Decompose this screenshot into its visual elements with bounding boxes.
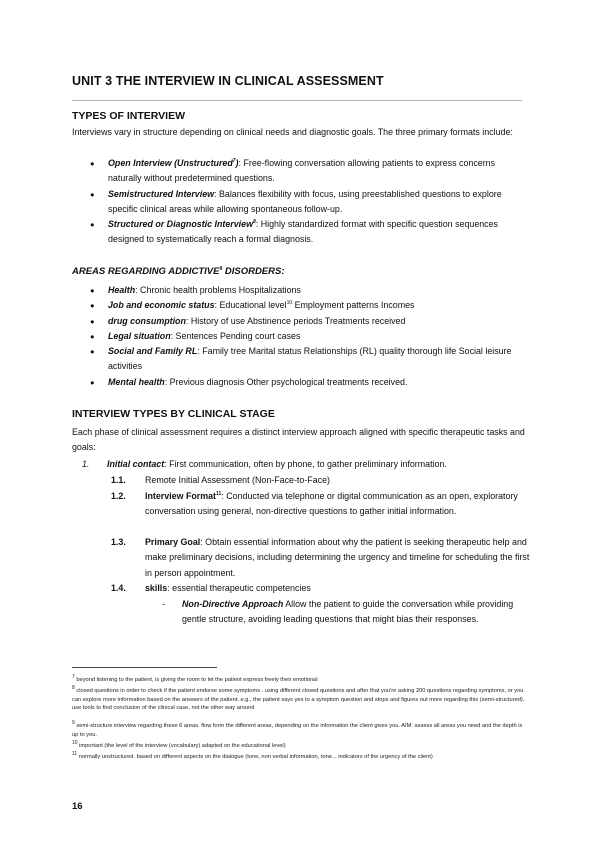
areas-heading: AREAS REGARDING ADDICTIVE$^9$ DISORDERS: (72, 265, 285, 277)
list-item: ● Legal situation: Sentences Pending court cases (90, 329, 530, 344)
footnote-divider (72, 667, 217, 668)
stages-heading: INTERVIEW TYPES BY CLINICAL STAGE (72, 408, 275, 420)
footnote: 11 normally unstructured. based on different aspects on the dialogue (tone, non verbal information, tone... indicators of the urgency of the client) (72, 751, 433, 760)
list-item: ● Structured or Diagnostic Interview$^8$: Highly standardized format with specific question sequences designed to systematically reach a formal diagnosis. (90, 217, 530, 248)
areas-list (90, 283, 530, 390)
list-item: ● Health: Chronic health problems Hospitalizations (90, 283, 530, 298)
list-item: ● drug consumption: History of use Abstinence periods Treatments received (90, 314, 530, 329)
footnote: 8 closed questions in order to check if the patient endorse some symptoms . using different closed questions and after that you're asking 200 questions regarding symptoms, or you can explore more information based on the answers of the patient. e.g., the patient says yes to a symptom question and stops and figures out more regarding this (semi-structured). use tools to find conclusion of the clinical case, not the other way around (72, 685, 525, 712)
footnote: 9 semi-structure interview regarding these 6 areas. flow form the different areas, depending on the information the client gives you. AIM: assess all areas you need and the depth is up to you. (72, 720, 523, 738)
types-heading: TYPES OF INTERVIEW (72, 110, 185, 122)
document-page: UNIT 3 THE INTERVIEW IN CLINICAL ASSESSMENT TYPES OF INTERVIEW Interviews vary in structure depending on clinical needs and diagnostic goals. The three primary formats include: ● Open Interview (Unstructured$^7$): Free-flowing conversation allowing patients to express concerns naturally without predetermined questions. ● Semistructured Interview: Balances flexibility with focus, using preestablished questions to explore specific clinical areas while allowing spontaneous follow-up. ● Structured or Diagnostic Interview$^8$: Highly standardized format with specific question sequences designed to systematically reach a formal diagnosis. AREAS REGARDING ADDICTIVE$^9$ DISORDERS: ● Health: Chronic health problems Hospitalizations ● Job and economic status: Educational level$^{10}$ Employment patterns Incomes ● drug consumption: History of use Abstinence periods Treatments received ● Legal situation: Sentences Pending court cases ● Social and Family RL: Family tree Marital status Relationships (RL) quality thorough life Social leisure activities ● Mental health: Previous diagnosis Other psychological treatments received. INTERVIEW TYPES BY CLINICAL STAGE Each phase of clinical assessment requires a distinct interview approach aligned with specific therapeutic tasks and goals: 1. Initial contact: First communication, often by phone, to gather preliminary information. 1.1. Remote Initial Assessment (Non-Face-to-Face) 1.2. Interview Format$^{11}$: Conducted via telephone or digital communication as an open, exploratory conversation using general, non-directive questions to gather initial information. 1.3. Primary Goal: Obtain essential information about why the patient is seeking therapeutic help and make preliminary decisions, including determining the urgency and timeline for scheduling the first in person appointment. 1.4. skills: essential therapeutic competencies - Non-Directive Approach Allow the patient to guide the conversation while providing gentle structure, avoiding leading questions that might bias their responses. 7 beyond listening to the patient, is giving the room to let the patient express freely their emotional 8 closed questions in order to check if the patient endorse some symptoms . using different closed questions and after that you're asking 200 questions regarding symptoms, or you can explore more information based on the answers of the patient. e.g., the patient says yes to a symptom question and stops and figures out more regarding this (semi-structured). use tools to find conclusion of the clinical case, not the other way around 9 semi-structure interview regarding these 6 areas. flow form the different areas, depending on the information the client gives you. AIM: assess all areas you need and the depth is up to you. 10 important (the level of the interview (vocabulary) adapted on the educational level) 11 normally unstructured. based on different aspects on the dialogue (tone, non verbal information, tone... indicators of the urgency of the client) 16 (0, 0, 600, 848)
list-item: ● Social and Family RL: Family tree Marital status Relationships (RL) quality thorough life Social leisure activities (90, 344, 530, 375)
page-number: 16 (72, 801, 83, 812)
types-intro: Interviews vary in structure depending on clinical needs and diagnostic goals. The three primary formats include: (72, 127, 513, 137)
list-item: ● Mental health: Previous diagnosis Other psychological treatments received. (90, 375, 530, 390)
stages-intro: Each phase of clinical assessment requires a distinct interview approach aligned with specific therapeutic tasks and goals: (72, 427, 525, 453)
title-divider (72, 100, 522, 101)
list-number: 1. (82, 459, 90, 469)
unit-title: UNIT 3 THE INTERVIEW IN CLINICAL ASSESSMENT (72, 74, 384, 88)
list-item: ● Open Interview (Unstructured$^7$): Free-flowing conversation allowing patients to express concerns naturally without predetermined questions. (90, 156, 530, 187)
footnote: 7 beyond listening to the patient, is giving the room to let the patient express freely their emotional (72, 674, 318, 683)
footnote: 10 important (the level of the interview (vocabulary) adapted on the educational level) (72, 740, 286, 749)
interview-types-list (90, 156, 530, 248)
list-item: ● Semistructured Interview: Balances flexibility with focus, using preestablished questions to explore specific clinical areas while allowing spontaneous follow-up. (90, 187, 530, 218)
list-item: ● Job and economic status: Educational level$^{10}$ Employment patterns Incomes (90, 298, 530, 313)
